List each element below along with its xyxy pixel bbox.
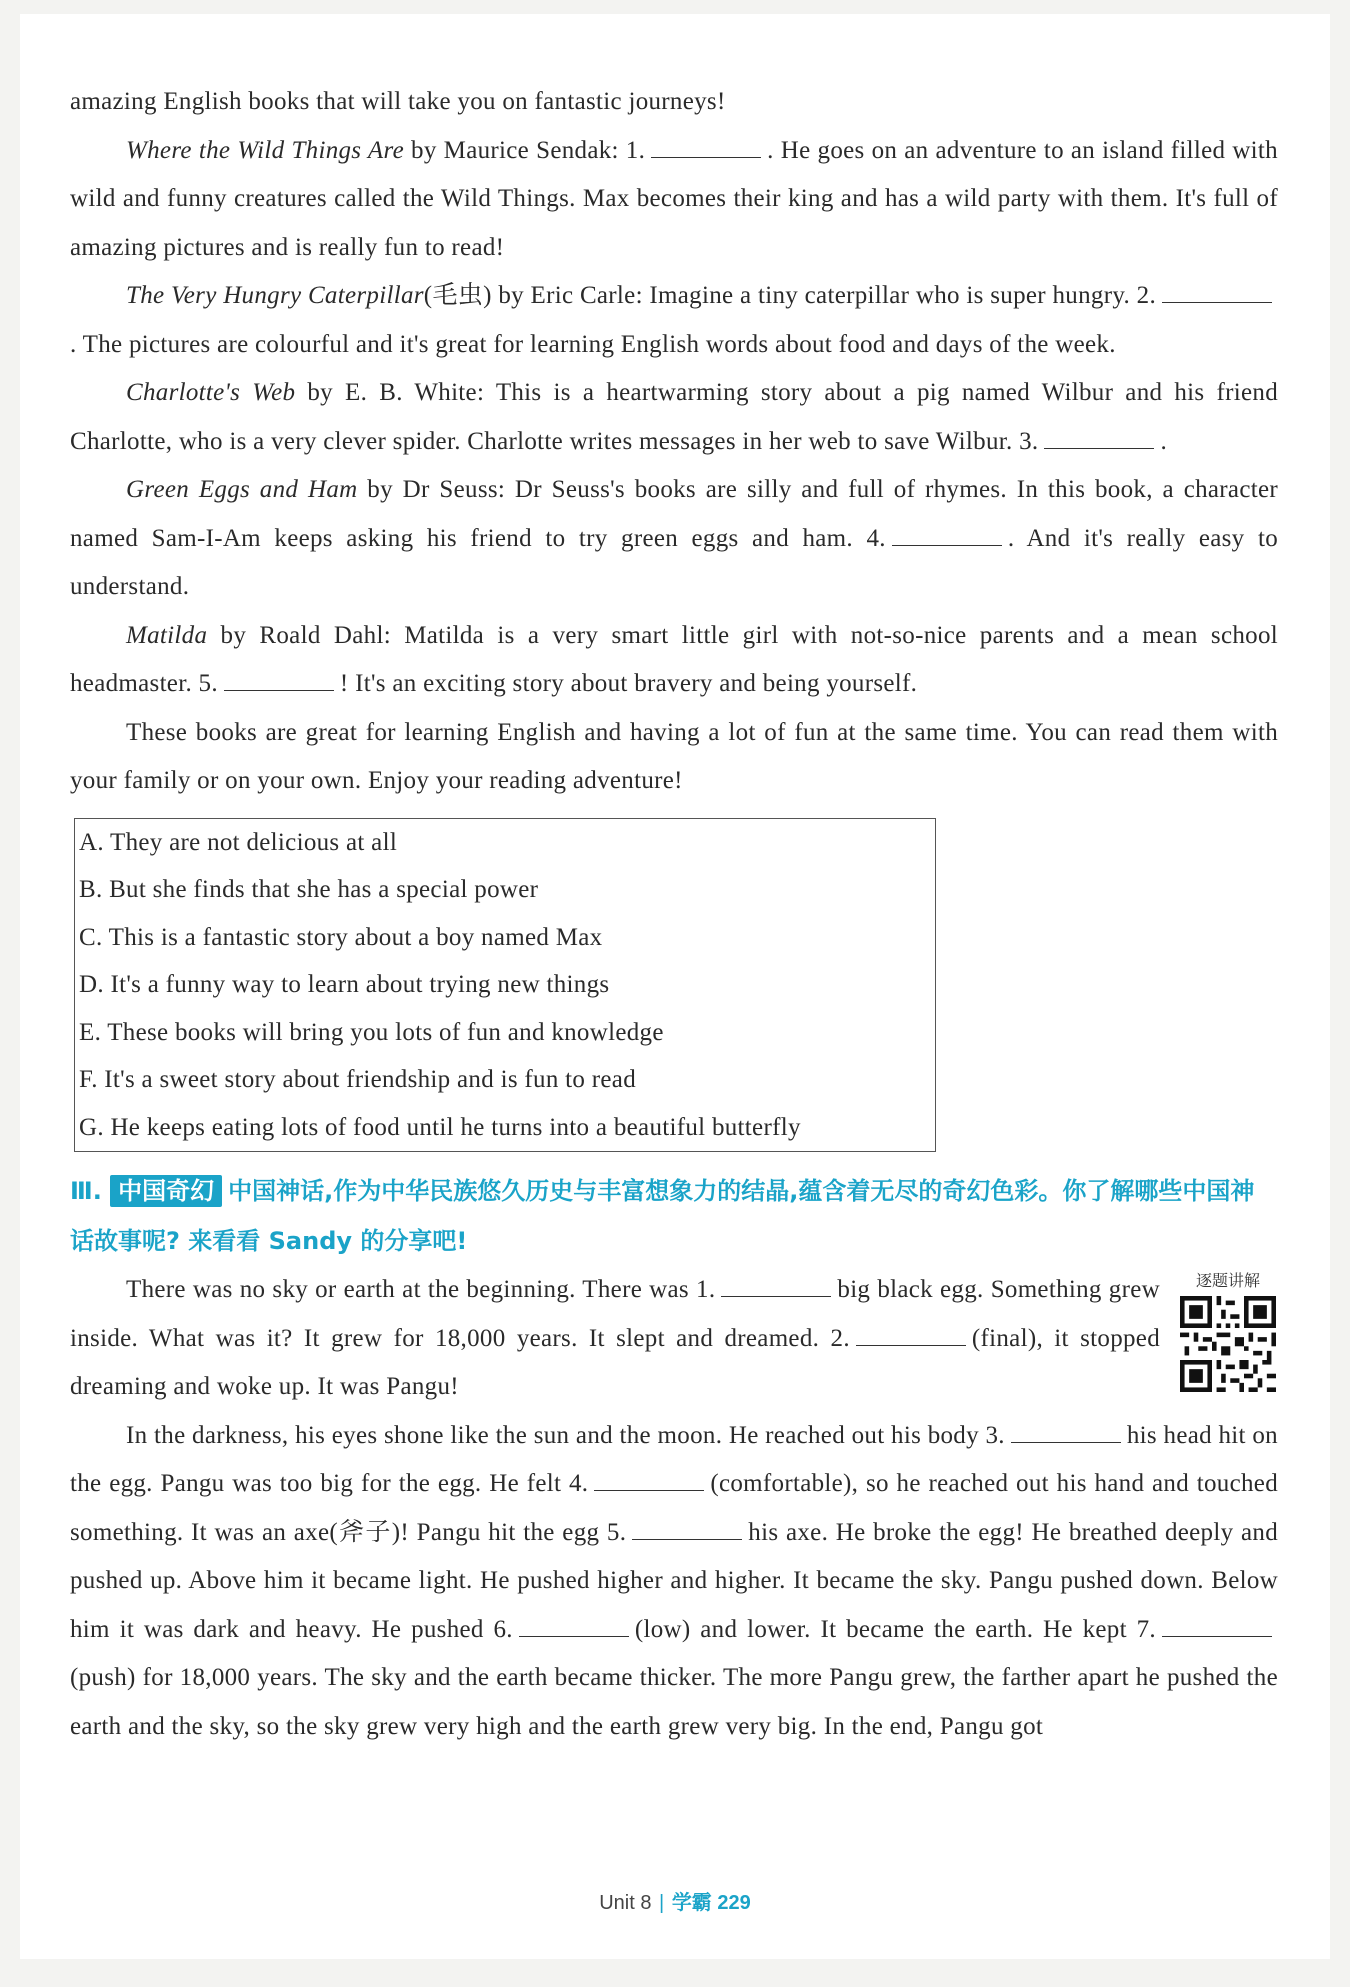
footer-separator: | [659,1892,665,1914]
answer-blank-p6[interactable] [519,1616,629,1637]
story-paragraph-1 [70,1266,1278,1412]
option-f: F. It's a sweet story about friendship and is fun to read [79,1066,636,1093]
section-number: Ⅲ. [70,1177,102,1205]
book-text: by Roald Dahl: Matilda is a very smart little girl with not-so-nice parents and a mean school headmaster. 5. [70,621,1278,697]
book-text: by Dr Seuss: Dr Seuss's books are silly and full of rhymes. In this book, a character named Sam-I-Am keeps asking his friend to try green eggs and ham. 4. [70,476,1278,552]
story-text: In the darkness, his eyes shone like the sun and the moon. He reached out his body 3. [126,1421,1005,1449]
page-number: 229 [717,1892,751,1914]
option-e: E. These books will bring you lots of fun and knowledge [79,1018,664,1046]
page-footer [20,1886,1330,1915]
story-text: his axe. He broke the egg! He breathed deeply and pushed up. Above him it became light. He pushed higher and higher. It became the sky. Pangu pushed down. Below him it was dark and heavy. He pushed 6. [70,1518,1279,1643]
answer-blank-p3[interactable] [1011,1422,1121,1443]
answer-blank-p1[interactable] [721,1276,831,1297]
intro-line: amazing English books that will take you on fantastic journeys! [70,88,726,115]
story-text: There was no sky or earth at the beginning. There was 1. [126,1276,716,1303]
story-text: big black egg. [837,1276,984,1303]
section-badge: 中国奇幻 [110,1175,222,1207]
answer-blank-p4[interactable] [594,1470,704,1491]
book-entry-2 [70,272,1278,369]
answer-blank-p2[interactable] [856,1325,966,1346]
qr-label: 逐题讲解 [1195,1271,1260,1290]
book-title: Matilda [126,621,208,649]
book-text: by Maurice Sendak: 1. [403,136,646,164]
story-paragraph-2 [70,1412,1278,1752]
story-text: Something grew inside. What was it? It grew for 18,000 years. It slept and dreamed. [70,1276,1160,1352]
book-title: Where the Wild Things Are [126,136,404,164]
option-d: D. It's a funny way to learn about trying new things [79,971,610,998]
answer-blank-p7[interactable] [1162,1616,1272,1637]
story-text: (comfortable), so he reached out his hand and touched something. It was an axe(斧子)! Pangu hit the egg 5. [70,1470,1278,1546]
book-title: The Very Hungry Caterpillar [126,282,424,309]
pangu-story [70,1266,1278,1751]
story-text: (push) for 18,000 years. The sky and the earth became thicker. The more Pangu grew, the farther apart he pushed the earth and the sky, so the sky grew very high and the earth grew very big. In the end, Pangu got [70,1664,1278,1740]
story-text: his head hit on the egg. Pangu was too big for the egg. He felt 4. [70,1421,1278,1497]
qr-code-icon[interactable] [1180,1296,1276,1392]
book-text: ! It's an exciting story about bravery and being yourself. [339,670,918,697]
options-box [74,818,936,1153]
footer-brand: 学霸 [671,1892,712,1914]
option-b: B. But she finds that she has a special power [79,876,539,903]
book-entry-4 [70,466,1278,612]
book-title: Charlotte's Web [126,379,296,406]
worksheet-page [20,14,1330,1959]
book-text: . And it's really easy to understand. [70,524,1279,600]
book-text: . [1160,427,1168,455]
answer-blank-2[interactable] [1162,282,1272,303]
qr-block[interactable] [1180,1270,1276,1392]
answer-blank-5[interactable] [224,670,334,691]
option-c: C. This is a fantastic story about a boy named Max [79,923,603,951]
answer-blank-3[interactable] [1044,428,1154,449]
book-text: . The pictures are colourful and it's great for learning English words about food and days of the week. [70,330,1116,358]
option-g: G. He keeps eating lots of food until he turns into a beautiful butterfly [79,1113,801,1141]
book-title: Green Eggs and Ham [126,476,358,503]
footer-unit: Unit 8 [599,1892,652,1914]
book-entry-5 [70,612,1278,709]
story-text: 2. [830,1324,850,1352]
option-a: A. They are not delicious at all [79,828,398,856]
section-heading [70,1166,1278,1266]
section-description: 中国神话,作为中华民族悠久历史与丰富想象力的结晶,蕴含着无尽的奇幻色彩。你了解哪些中国神话故事呢? 来看看 Sandy 的分享吧! [70,1177,1255,1255]
story-text: (low) and lower. It became the earth. He kept 7. [634,1615,1156,1643]
book-entry-3 [70,369,1278,466]
answer-blank-4[interactable] [892,525,1002,546]
closing-paragraph: These books are great for learning English and having a lot of fun at the same time. You can read them with your family or on your own. Enjoy your reading adventure! [70,718,1278,794]
book-text: . He goes on an adventure to an island filled with wild and funny creatures called the Wild Things. Max becomes their king and has a wild party with them. It's full of amazing pictures and is really fun to read! [70,136,1278,261]
answer-blank-1[interactable] [651,137,761,158]
book-text: (毛虫) by Eric Carle: Imagine a tiny caterpillar who is super hungry. 2. [423,282,1156,309]
answer-blank-p5[interactable] [632,1519,742,1540]
book-text: by E. B. White: This is a heartwarming story about a pig named Wilbur and his friend Charlotte, who is a very clever spider. Charlotte writes messages in her web to save Wilbur. 3. [70,379,1278,455]
book-entry-1 [70,127,1278,273]
story-text: (final), it stopped dreaming and woke up. It was Pangu! [70,1324,1160,1400]
